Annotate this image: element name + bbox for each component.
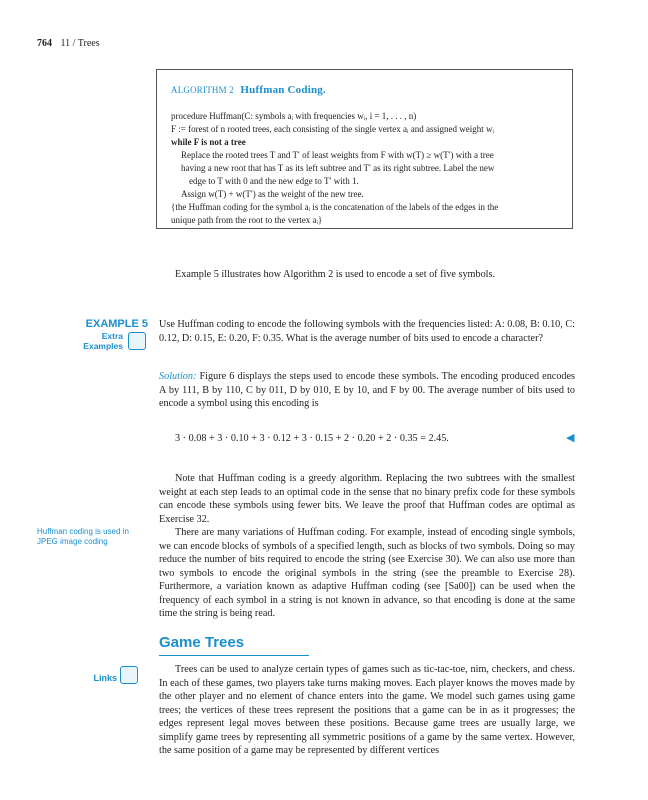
- algorithm-body: [171, 110, 560, 227]
- greedy-note: Note that Huffman coding is a greedy algorithm. Replacing the two subtrees with the smallest weight at each step leads to an optimal code in the sense that no binary prefix code for these symbols can encode these symbols using fewer bits. We leave the proof that Huffman codes are optimal as Exercise 32.: [159, 473, 575, 525]
- average-bits-equation: 3 · 0.08 + 3 · 0.10 + 3 · 0.12 + 3 · 0.15 + 2 · 0.20 + 2 · 0.35 = 2.45.: [175, 433, 449, 444]
- links-label[interactable]: Links: [93, 673, 117, 683]
- example-solution: [159, 370, 575, 411]
- algorithm-line: having a new root that has T as its left subtree and T′ as its right subtree. Label the new: [181, 163, 495, 173]
- algorithm-label: ALGORITHM 2: [171, 85, 234, 95]
- algorithm-line: {the Huffman coding for the symbol aᵢ is the concatenation of the labels of the edges in the: [171, 202, 499, 212]
- extra-examples-link[interactable]: Extra Examples: [83, 331, 123, 351]
- algorithm-heading: [171, 84, 326, 96]
- algorithm-line: Replace the rooted trees T and T′ of least weights from F with w(T) ≥ w(T′) with a tree: [181, 150, 494, 160]
- algorithm-line: edge to T with 0 and the new edge to T′ with 1.: [189, 176, 359, 186]
- solution-label: Solution:: [159, 371, 197, 382]
- algorithm-line: while F is not a tree: [171, 137, 246, 147]
- game-trees-paragraph: Trees can be used to analyze certain types of games such as tic-tac-toe, nim, checkers, and chess. In each of these games, two players take turns making moves. Each player knows the moves made by the other player and no element of chance enters into the game. We model such games using game trees; the vertices of these trees represent the positions that a game can be in as it progresses; the edges represent legal moves between these positions. Because game trees are usually large, we simplify game trees by representing all symmetric positions of a game by the same vertex. However, the same position of a game may be represented by different vertices: [159, 664, 575, 756]
- algorithm-line: Assign w(T) + w(T′) as the weight of the new tree.: [181, 189, 364, 199]
- running-title: 11 / Trees: [60, 38, 100, 49]
- solution-text: Figure 6 displays the steps used to encode these symbols. The encoding produced encodes A by 111, B by 110, C by 011, D by 010, E by 10, and F by 00. The average number of bits used to encode a symbol using this encoding is: [159, 371, 575, 409]
- example-label: EXAMPLE 5: [85, 318, 148, 330]
- extra-examples-icon[interactable]: [128, 332, 146, 350]
- algorithm-line: procedure Huffman(C: symbols aᵢ with frequencies wᵢ, i = 1, . . . , n): [171, 111, 417, 121]
- algorithm-line: unique path from the root to the vertex aᵢ}: [171, 215, 323, 225]
- page-number: 764: [37, 38, 52, 49]
- algorithm-box: [156, 69, 573, 229]
- example-question: Use Huffman coding to encode the following symbols with the frequencies listed: A: 0.08, B: 0.10, C: 0.12, D: 0.15, E: 0.20, F: 0.35. What is the average number of bits used to encode a character?: [159, 319, 575, 344]
- algorithm-title: Huffman Coding.: [240, 84, 326, 96]
- section-title: Game Trees: [159, 634, 245, 651]
- variations-paragraph: There are many variations of Huffman coding. For example, instead of encoding single symbols, we can encode blocks of symbols of a specified length, such as blocks of two symbols. Doing so may reduce the number of bits required to encode the string (see Exercise 30). We can also use more than two symbols to encode the original symbols in the string (see the preamble to Exercise 28). Furthermore, a variation known as adaptive Huffman coding (see [Sa00]) can be used when the frequency of each symbol in a string is not known in advance, so that encoding is done at the same time the string is being read.: [159, 527, 575, 619]
- algorithm-line: F := forest of n rooted trees, each consisting of the single vertex aᵢ and assigned weight wᵢ: [171, 124, 494, 134]
- discussion-paragraphs: [159, 472, 575, 621]
- intro-text: Example 5 illustrates how Algorithm 2 is used to encode a set of five symbols.: [175, 269, 496, 280]
- links-icon[interactable]: [120, 666, 138, 684]
- section-underline: [159, 655, 309, 656]
- page-header: [37, 38, 100, 49]
- end-of-example-icon: ◀: [566, 432, 575, 444]
- margin-note-jpeg: Huffman coding is used in JPEG image coding: [37, 527, 129, 546]
